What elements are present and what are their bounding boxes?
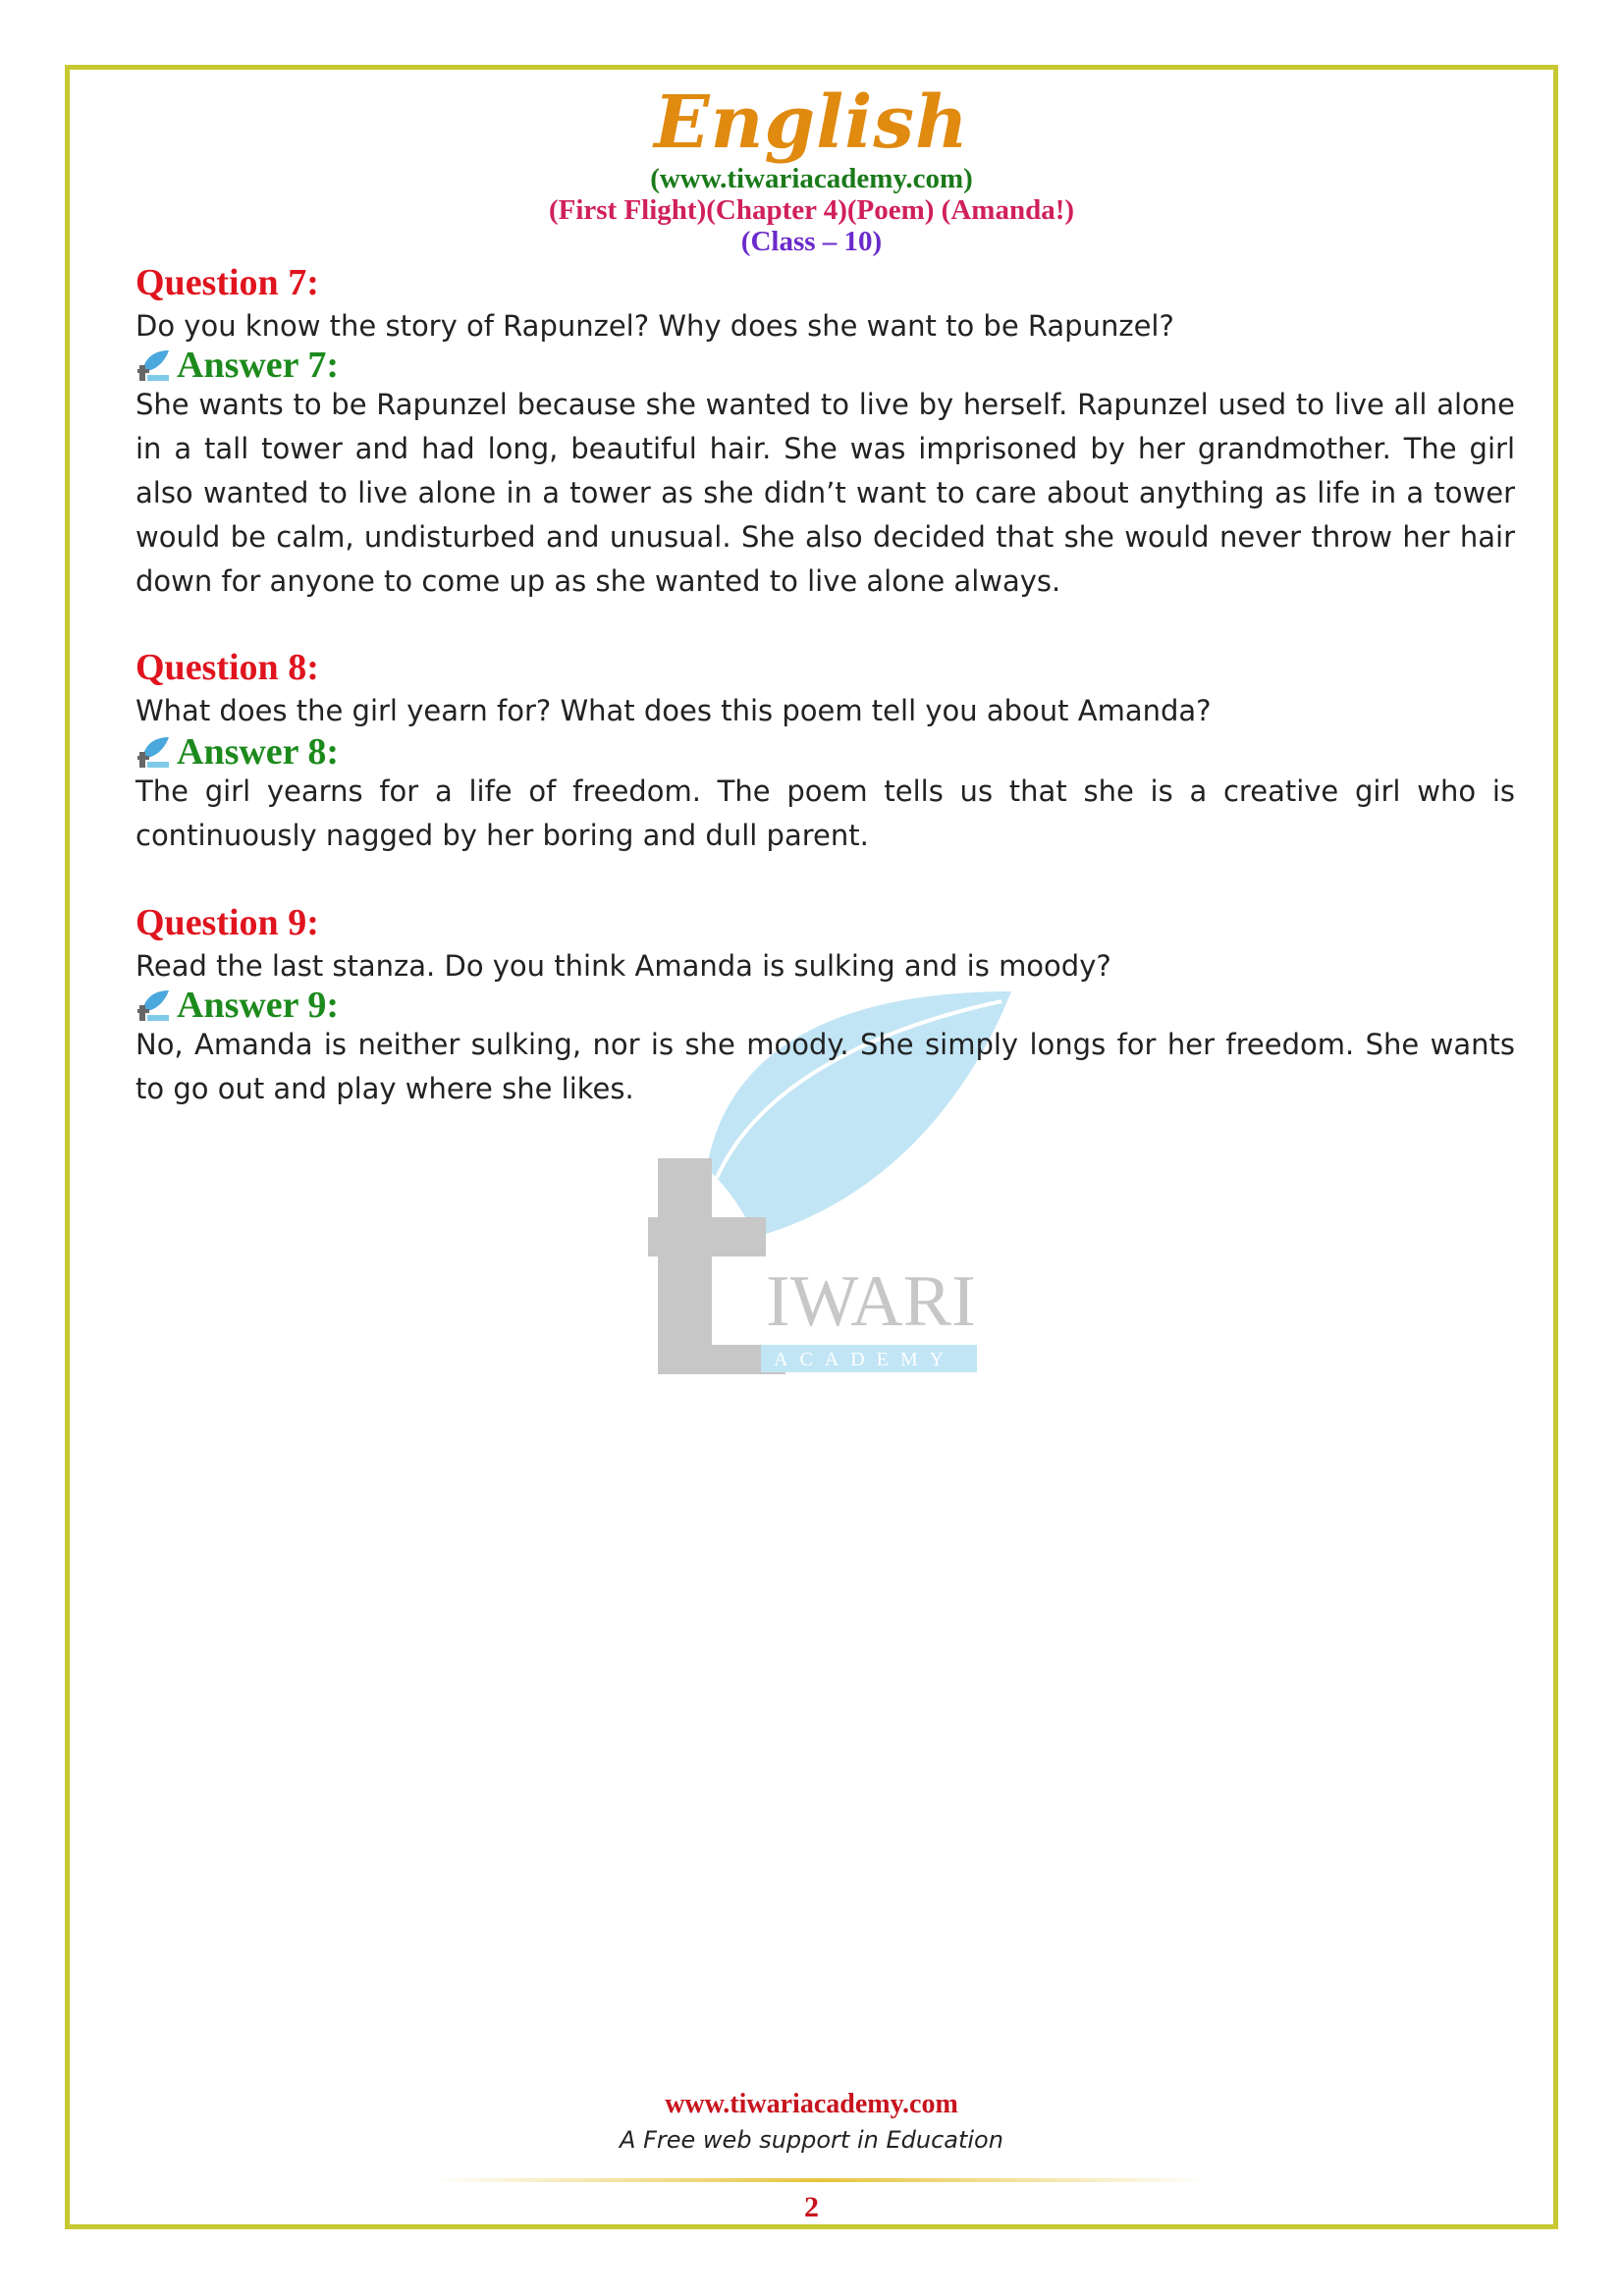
question-8-label: Question 8: bbox=[135, 647, 319, 688]
answer-9-label: Answer 9: bbox=[177, 985, 340, 1026]
page-number: 2 bbox=[804, 2191, 819, 2223]
header-website: (www.tiwariacademy.com) bbox=[650, 163, 973, 194]
tiwari-logo-icon bbox=[135, 734, 171, 770]
answer-8-label: Answer 8: bbox=[177, 731, 340, 773]
question-9-text: Read the last stanza. Do you think Amanda is sulking and is moody? bbox=[135, 949, 1111, 983]
page-title: English bbox=[654, 80, 969, 165]
tiwari-logo-icon bbox=[135, 347, 171, 383]
question-9-label: Question 9: bbox=[135, 902, 319, 943]
header-class: (Class – 10) bbox=[740, 226, 883, 257]
watermark-word: IWARI bbox=[766, 1261, 976, 1342]
question-8-text: What does the girl yearn for? What does this poem tell you about Amanda? bbox=[135, 694, 1212, 727]
answer-7-label: Answer 7: bbox=[177, 345, 340, 386]
tiwari-logo-icon bbox=[135, 988, 171, 1023]
watermark-sub: ACADEMY bbox=[774, 1349, 956, 1370]
answer-7-heading bbox=[135, 344, 339, 387]
answer-9-text: No, Amanda is neither sulking, nor is she moody. She simply longs for her freedom. She wants to go out and play where she likes. bbox=[135, 1028, 1515, 1105]
footer-website-link[interactable]: www.tiwariacademy.com bbox=[665, 2089, 958, 2119]
question-7-text: Do you know the story of Rapunzel? Why does she want to be Rapunzel? bbox=[135, 309, 1174, 343]
question-7-label: Question 7: bbox=[135, 262, 319, 303]
answer-9-heading bbox=[135, 984, 339, 1027]
footer-tagline: A Free web support in Education bbox=[620, 2126, 1003, 2154]
answer-8-heading bbox=[135, 730, 339, 774]
header-chapter: (First Flight)(Chapter 4)(Poem) (Amanda!) bbox=[548, 194, 1075, 226]
answer-7-text: She wants to be Rapunzel because she wanted to live by herself. Rapunzel used to live all alone in a tall tower and had long, beautiful hair. She was imprisoned by her grandmother. The girl also wanted to live alone in a tower as she didn’t want to care about anything as life in a tower would be calm, undisturbed and unusual. She also decided that she would never throw her hair down for anyone to come up as she wanted to live alone always. bbox=[135, 388, 1515, 598]
answer-8-text: The girl yearns for a life of freedom. The poem tells us that she is a creative girl who is continuously nagged by her boring and dull parent. bbox=[135, 774, 1515, 852]
footer-divider bbox=[432, 2178, 1208, 2182]
